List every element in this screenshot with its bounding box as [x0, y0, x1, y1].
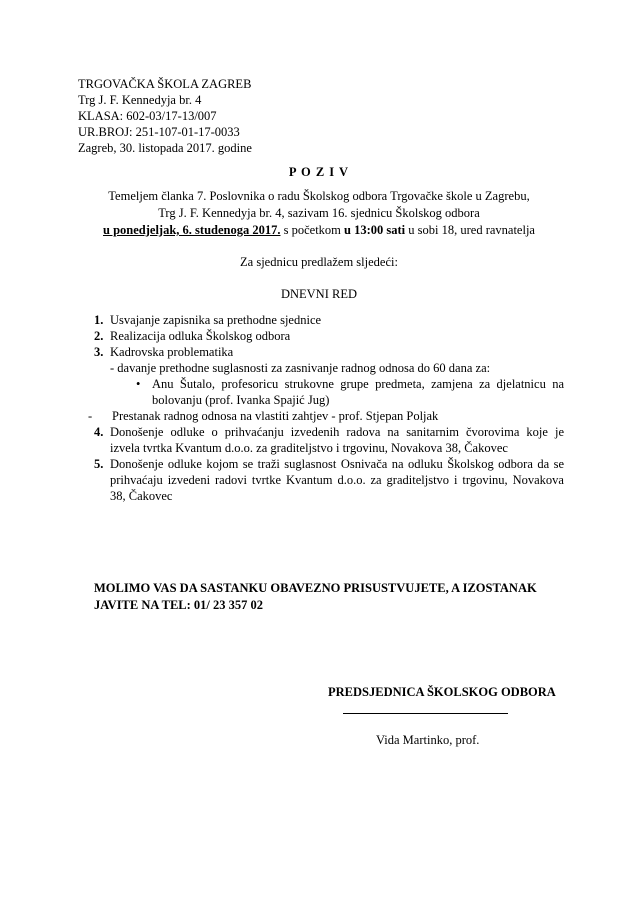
- agenda-item-3: [94, 344, 564, 376]
- dash-marker: -: [88, 409, 93, 423]
- agenda-item-number: 5.: [94, 457, 104, 471]
- agenda-item-5: [94, 456, 564, 504]
- intro-line-2: Trg J. F. Kennedyja br. 4, sazivam 16. sjednicu Školskog odbora: [158, 206, 480, 220]
- agenda-list: [88, 312, 564, 504]
- intro-start-text: s početkom: [280, 223, 345, 237]
- agenda-item-text-line-2: prihvaćaju izvedeni radovi tvrtke Kvantum d.o.o. za graditeljstvo i trgovinu, Novakova: [110, 473, 564, 487]
- agenda-item-4: [94, 424, 564, 456]
- agenda-item-text: Usvajanje zapisnika sa prethodne sjednice: [110, 313, 322, 327]
- signature-line: [343, 713, 508, 714]
- agenda-item-number: 4.: [94, 425, 104, 439]
- agenda-item-number: 2.: [94, 329, 104, 343]
- document-title: P O Z I V: [288, 165, 350, 179]
- agenda-item-number: 1.: [94, 313, 104, 327]
- agenda-item-number: 3.: [94, 345, 104, 359]
- agenda-dash-item: [88, 408, 564, 424]
- dash-item-text: Prestanak radnog odnosa na vlastiti zahtjev - prof. Stjepan Poljak: [112, 409, 439, 423]
- agenda-item-text: Kadrovska problematika: [110, 345, 234, 359]
- notice-line-1: MOLIMO VAS DA SASTANKU OBAVEZNO PRISUSTVUJETE, A IZOSTANAK: [94, 581, 537, 595]
- agenda-subitem: - davanje prethodne suglasnosti za zasnivanje radnog odnosa do 60 dana za:: [110, 361, 491, 375]
- signature-role: PREDSJEDNICA ŠKOLSKOG ODBORA: [328, 685, 556, 699]
- agenda-title: DNEVNI RED: [280, 287, 358, 301]
- agenda-item-text: Realizacija odluka Školskog odbora: [110, 329, 291, 343]
- meeting-location: u sobi 18, ured ravnatelja: [405, 223, 535, 237]
- notice-line-2: JAVITE NA TEL: 01/ 23 357 02: [94, 598, 264, 612]
- proposal-text: Za sjednicu predlažem sljedeći:: [240, 255, 398, 269]
- urbroj-number: UR.BROJ: 251-107-01-17-0033: [78, 125, 240, 139]
- agenda-item-text-line-1: Donošenje odluke o prihvaćanju izvedenih radova na sanitarnim čvorovima koje je: [110, 425, 564, 439]
- agenda-bullet-item: [94, 376, 564, 408]
- agenda-item-text-line-3: 38, Čakovec: [110, 489, 173, 503]
- document-date: Zagreb, 30. listopada 2017. godine: [78, 141, 252, 155]
- agenda-item-text-line-2: izvela tvrtka Kvantum d.o.o. za graditeljstvo i trgovinu, Novakova 38, Čakovec: [110, 441, 508, 455]
- school-address: Trg J. F. Kennedyja br. 4: [78, 93, 202, 107]
- meeting-date: u ponedjeljak, 6. studenoga 2017.: [103, 223, 281, 237]
- agenda-item-1: [94, 312, 564, 328]
- signatory-name: Vida Martinko, prof.: [376, 733, 480, 747]
- bullet-icon: •: [136, 377, 141, 391]
- bullet-text-line-1: Anu Šutalo, profesoricu strukovne grupe predmeta, zamjena za djelatnicu na: [152, 377, 564, 391]
- intro-line-3: [0, 222, 638, 238]
- school-name: TRGOVAČKA ŠKOLA ZAGREB: [78, 77, 252, 91]
- intro-line-1: Temeljem članka 7. Poslovnika o radu Školskog odbora Trgovačke škole u Zagrebu,: [108, 189, 530, 203]
- meeting-time: u 13:00 sati: [344, 223, 406, 237]
- agenda-item-2: [94, 328, 564, 344]
- agenda-item-text-line-1: Donošenje odluke kojom se traži suglasnost Osnivača na odluku Školskog odbora da se: [110, 457, 564, 471]
- klasa-number: KLASA: 602-03/17-13/007: [78, 109, 217, 123]
- bullet-text-line-2: bolovanju (prof. Ivanka Spajić Jug): [152, 393, 330, 407]
